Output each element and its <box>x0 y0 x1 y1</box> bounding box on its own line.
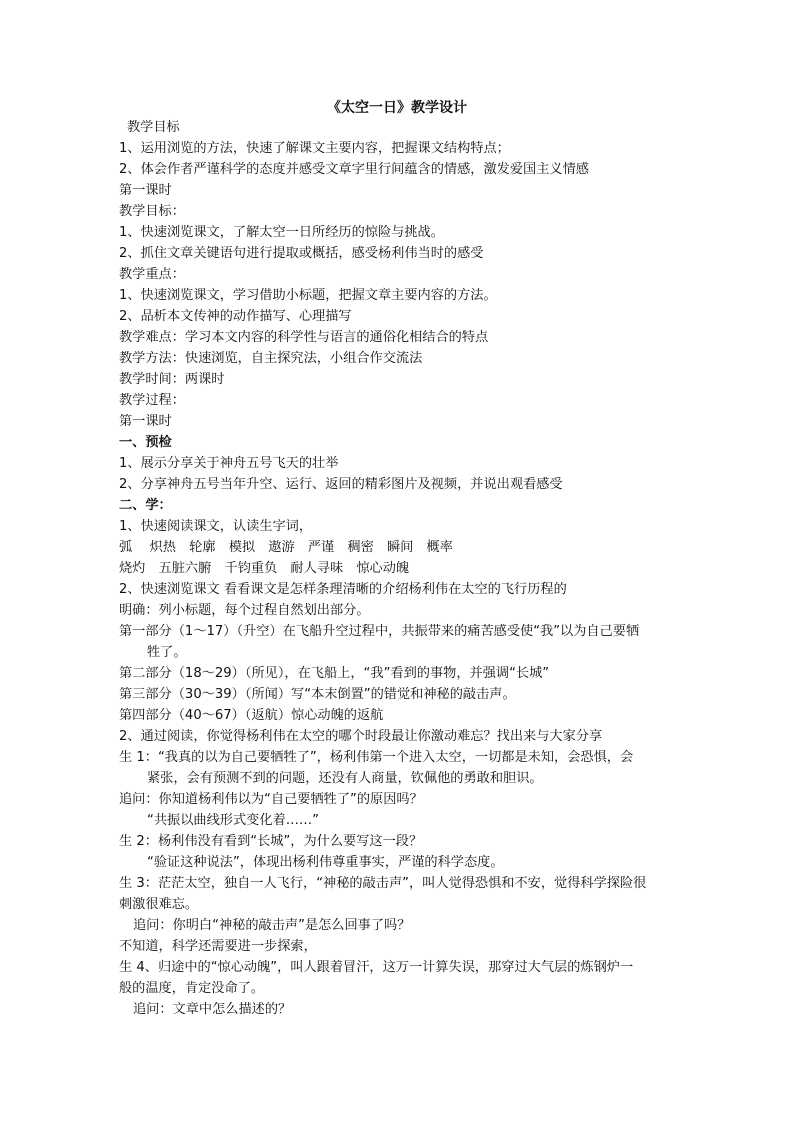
text-line: 牲了。 <box>147 645 187 660</box>
text-line: 第二部分（18～29）（所见），在飞船上，“我”看到的事物，并强调“长城” <box>119 666 550 681</box>
text-line: 2、通过阅读，你觉得杨利伟在太空的哪个时段最让你激动难忘？找出来与大家分享 <box>119 729 603 744</box>
text-line: 第三部分（30～39）（所闻）写“本末倒置”的错觉和神秘的敲击声。 <box>119 687 516 702</box>
section-heading: 教学重点： <box>119 267 185 282</box>
text-line: 教学难点：学习本文内容的科学性与语言的通俗化相结合的特点 <box>119 330 489 345</box>
document-title: 《太空一日》教学设计 <box>327 100 467 116</box>
text-line: 追问：你明白“神秘的敲击声”是怎么回事了吗？ <box>133 918 411 933</box>
text-line: 1、展示分享关于神舟五号飞天的壮举 <box>119 456 339 471</box>
text-line: 般的温度，肯定没命了。 <box>119 981 265 996</box>
section-heading: 第一课时 <box>119 414 172 429</box>
text-line: 2、快速浏览课文 看看课文是怎样条理清晰的介绍杨利伟在太空的飞行历程的 <box>119 582 567 597</box>
text-line: 1、运用浏览的方法，快速了解课文主要内容，把握课文结构特点； <box>119 141 510 156</box>
text-line: 紧张，会有预测不到的问题，还没有人商量，钦佩他的勇敢和胆识。 <box>147 771 543 786</box>
text-line: 生 2：杨利伟没有看到“长城”，为什么要写这一段？ <box>119 834 423 849</box>
vocab-line: 弧 炽热 轮廓 模拟 遨游 严谨 稠密 瞬间 概率 <box>119 540 453 555</box>
section-heading: 教学目标 <box>127 120 180 135</box>
document-body <box>119 117 679 1020</box>
text-line: “共振以曲线形式变化着……” <box>147 813 319 828</box>
text-line: 教学方法：快速浏览，自主探究法，小组合作交流法 <box>119 351 423 366</box>
text-line: 生 1：“我真的以为自己要牺牲了”，杨利伟第一个进入太空，一切都是未知，会恐惧，会 <box>119 750 634 765</box>
text-line: 刺激很难忘。 <box>119 897 199 912</box>
text-line: 第一部分（1～17）（升空）在飞船升空过程中，共振带来的痛苦感受使“我”以为自己要牺 <box>119 624 640 639</box>
text-line: 2、品析本文传神的动作描写、心理描写 <box>119 309 352 324</box>
text-line: 2、体会作者严谨科学的态度并感受文章字里行间蕴含的情感，激发爱国主义情感 <box>119 162 589 177</box>
text-line: 2、抓住文章关键语句进行提取或概括，感受杨利伟当时的感受 <box>119 246 484 261</box>
text-line: 明确：列小标题，每个过程自然划出部分。 <box>119 603 370 618</box>
text-line: “验证这种说法”，体现出杨利伟尊重事实，严谨的科学态度。 <box>147 855 504 870</box>
text-line: 追问：文章中怎么描述的？ <box>133 1002 292 1017</box>
section-heading-bold: 二、学： <box>119 498 172 513</box>
text-line: 教学时间：两课时 <box>119 372 225 387</box>
section-heading: 教学目标： <box>119 204 185 219</box>
text-line: 1、快速阅读课文，认读生字词， <box>119 519 313 534</box>
vocab-line: 烧灼 五脏六腑 千钧重负 耐人寻味 惊心动魄 <box>119 561 410 576</box>
section-heading: 第一课时 <box>119 183 172 198</box>
text-line: 1、快速浏览课文，学习借助小标题，把握文章主要内容的方法。 <box>119 288 497 303</box>
text-line: 2、分享神舟五号当年升空、运行、返回的精彩图片及视频，并说出观看感受 <box>119 477 563 492</box>
text-line: 第四部分（40～67）（返航）惊心动魄的返航 <box>119 708 384 723</box>
section-heading: 教学过程： <box>119 393 185 408</box>
text-line: 追问：你知道杨利伟以为“自己要牺牲了”的原因吗？ <box>119 792 423 807</box>
section-heading-bold: 一、预检 <box>119 435 172 450</box>
text-line: 生 4、归途中的“惊心动魄”，叫人跟着冒汗，这万一计算失误，那穿过大气层的炼钢炉一 <box>119 960 634 975</box>
text-line: 生 3：茫茫太空，独自一人飞行，“神秘的敲击声”，叫人觉得恐惧和不安，觉得科学探险很 <box>119 876 647 891</box>
text-line: 不知道，科学还需要进一步探索， <box>119 939 317 954</box>
text-line: 1、快速浏览课文，了解太空一日所经历的惊险与挑战。 <box>119 225 444 240</box>
